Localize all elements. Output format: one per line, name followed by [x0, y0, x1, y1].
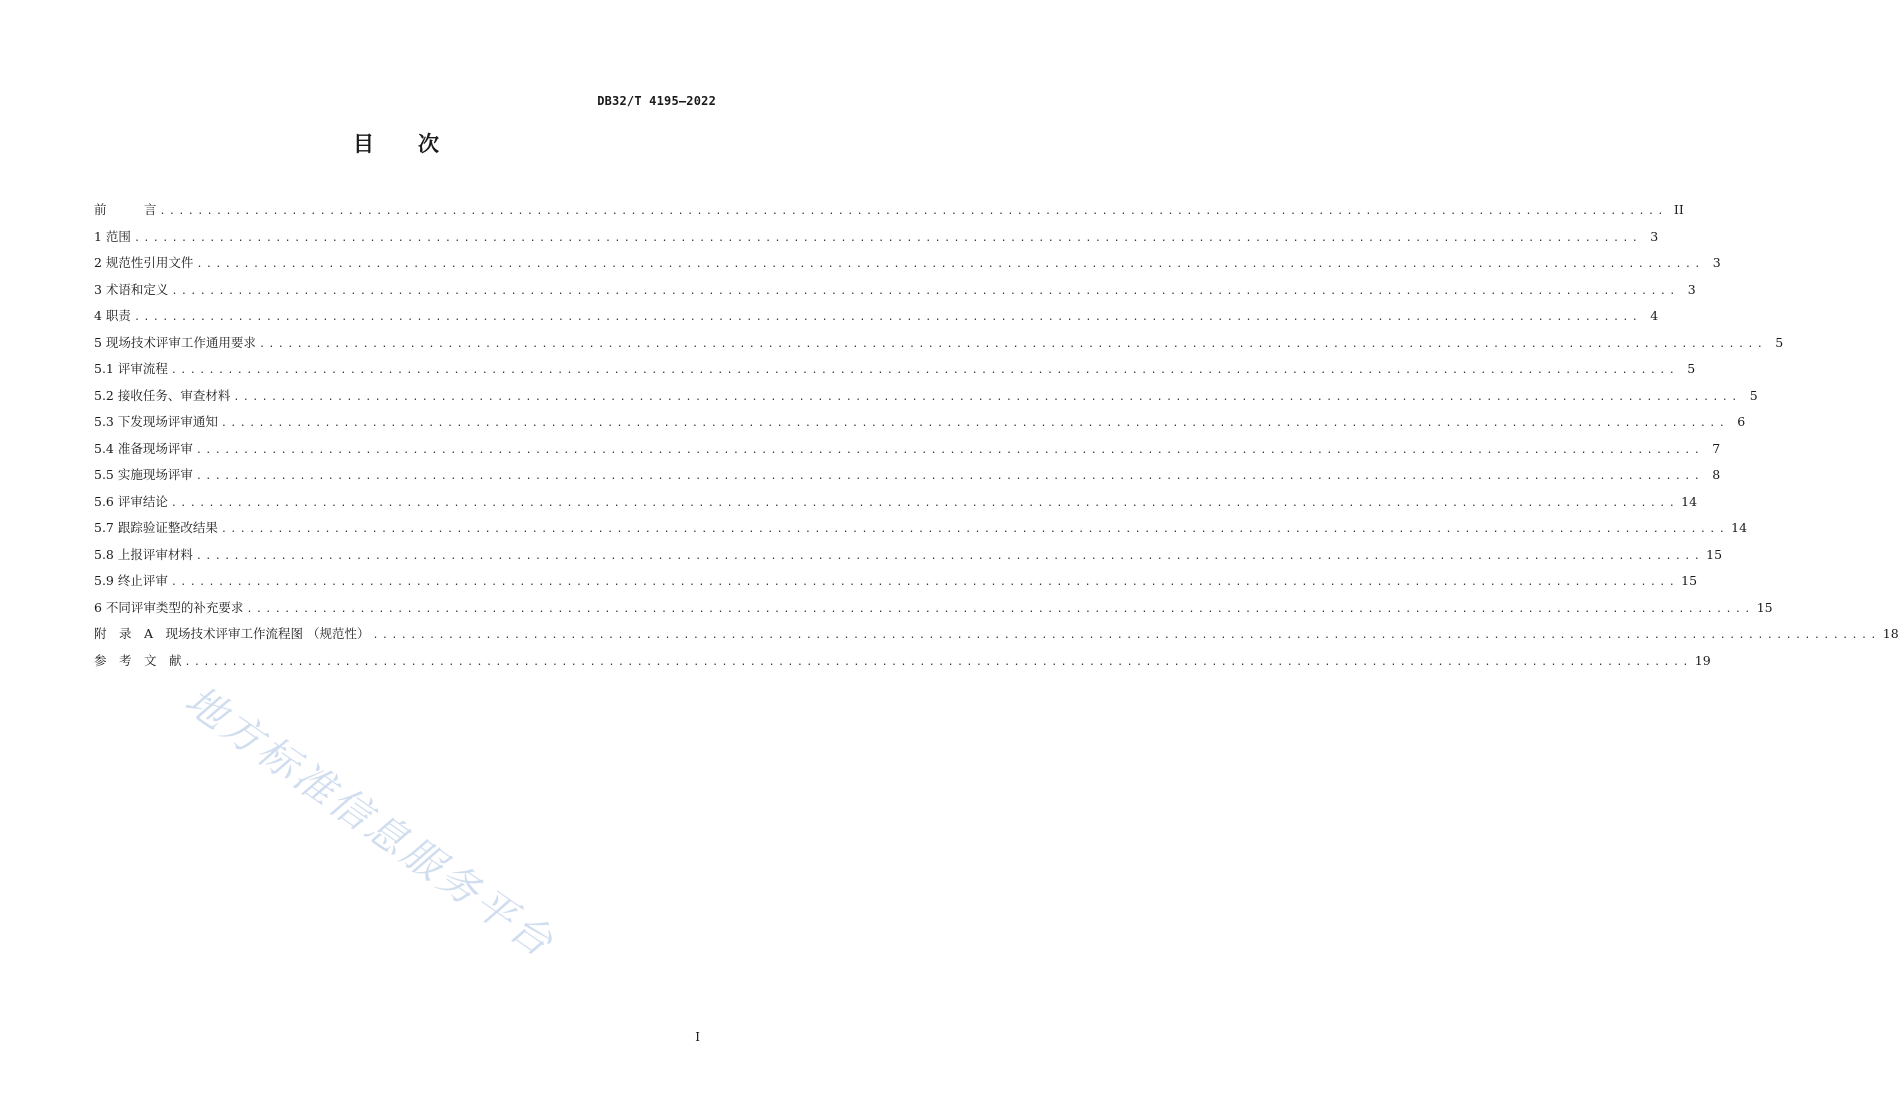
toc-entry-5-8[interactable]: [94, 542, 1723, 569]
toc-entry-5-3[interactable]: [94, 409, 1746, 436]
document-code: DB32/T 4195—2022: [597, 94, 716, 108]
watermark-text: 地方标准信息服务平台: [176, 677, 564, 968]
toc-leader: ................................................................................................................................................................: [170, 497, 1679, 509]
toc-leader: ................................................................................................................................................................: [170, 365, 1679, 376]
toc-entry-references[interactable]: [94, 648, 1711, 675]
toc-entry-scope[interactable]: [94, 224, 1659, 251]
toc-entry-terms[interactable]: [94, 277, 1696, 304]
toc-page: 7: [1712, 440, 1721, 456]
toc-label: 5.8 上报评审材料: [94, 546, 193, 562]
toc-page: 15: [1756, 599, 1773, 615]
toc-leader: ................................................................................................................................................................: [184, 656, 1692, 668]
toc-label: 2 规范性引用文件: [94, 255, 194, 270]
toc-page: 5: [1775, 334, 1784, 350]
toc-page: 3: [1650, 228, 1659, 244]
toc-leader: ................................................................................................................................................................: [170, 577, 1679, 588]
page-number: I: [695, 1030, 700, 1044]
toc-entry-5-4[interactable]: [94, 436, 1721, 463]
title-char-left: 目: [353, 132, 374, 156]
toc-entry-6[interactable]: [94, 595, 1773, 622]
toc-page: 18: [1882, 626, 1899, 641]
toc-entry-foreword[interactable]: [94, 197, 1684, 224]
toc-label: 5.7 跟踪验证整改结果: [94, 520, 218, 535]
toc-page: 3: [1687, 281, 1696, 297]
toc-page: 15: [1681, 573, 1698, 588]
toc-leader: ................................................................................................................................................................: [258, 338, 1767, 350]
toc-page: 5: [1749, 387, 1758, 403]
toc-label: 5 现场技术评审工作通用要求: [94, 334, 256, 350]
toc-entry-5-6[interactable]: [94, 489, 1698, 516]
toc-leader: ................................................................................................................................................................: [195, 444, 1704, 456]
toc-label: 附 录 A 现场技术评审工作流程图 （规范性）: [94, 626, 370, 641]
toc-page: 3: [1712, 255, 1721, 270]
toc-page: 6: [1737, 414, 1746, 429]
toc-leader: ................................................................................................................................................................: [246, 603, 1754, 615]
toc-entry-appendix-a[interactable]: [94, 621, 1899, 648]
toc-entry-general-requirements[interactable]: [94, 330, 1784, 357]
toc-page: 5: [1687, 361, 1696, 376]
toc-label: 5.6 评审结论: [94, 493, 168, 509]
toc-label: 前 言: [94, 202, 157, 217]
toc-page: 14: [1681, 493, 1698, 509]
toc-entry-normative-references[interactable]: [94, 250, 1721, 277]
toc-label: 5.3 下发现场评审通知: [94, 414, 218, 429]
toc-leader: ................................................................................................................................................................: [195, 550, 1704, 562]
toc-label: 5.4 准备现场评审: [94, 440, 193, 456]
toc-label: 5.2 接收任务、审查材料: [94, 387, 231, 403]
toc-leader: ................................................................................................................................................................: [196, 259, 1704, 270]
toc-entry-duties[interactable]: [94, 303, 1659, 330]
toc-label: 5.5 实施现场评审: [94, 467, 193, 482]
toc-label: 5.9 终止评审: [94, 573, 168, 588]
toc-entry-5-9[interactable]: [94, 568, 1698, 595]
toc-label: 4 职责: [94, 308, 131, 323]
toc-leader: ................................................................................................................................................................: [195, 471, 1704, 482]
toc-entry-5-5[interactable]: [94, 462, 1721, 489]
toc-leader: ................................................................................................................................................................: [133, 232, 1642, 244]
title-char-right: 次: [418, 132, 439, 156]
toc-leader: ................................................................................................................................................................: [220, 524, 1729, 535]
toc-page: 14: [1731, 520, 1748, 535]
toc-label: 参 考 文 献: [94, 652, 182, 668]
toc-page: 19: [1694, 652, 1711, 668]
page-title: [0, 128, 792, 158]
table-of-contents: [94, 197, 1899, 674]
toc-leader: ................................................................................................................................................................: [372, 630, 1880, 641]
toc-leader: ................................................................................................................................................................: [171, 285, 1679, 297]
toc-leader: ................................................................................................................................................................: [233, 391, 1741, 403]
toc-leader: ................................................................................................................................................................: [220, 418, 1729, 429]
toc-leader: ................................................................................................................................................................: [159, 206, 1667, 217]
toc-entry-5-2[interactable]: [94, 383, 1758, 410]
toc-page: II: [1673, 202, 1684, 217]
toc-label: 1 范围: [94, 228, 131, 244]
toc-page: 8: [1712, 467, 1721, 482]
toc-label: 6 不同评审类型的补充要求: [94, 599, 244, 615]
toc-label: 3 术语和定义: [94, 281, 169, 297]
toc-page: 15: [1706, 546, 1723, 562]
toc-label: 5.1 评审流程: [94, 361, 168, 376]
toc-entry-5-7[interactable]: [94, 515, 1748, 542]
toc-entry-5-1[interactable]: [94, 356, 1696, 383]
toc-page: 4: [1650, 308, 1659, 323]
toc-leader: ................................................................................................................................................................: [133, 312, 1642, 323]
